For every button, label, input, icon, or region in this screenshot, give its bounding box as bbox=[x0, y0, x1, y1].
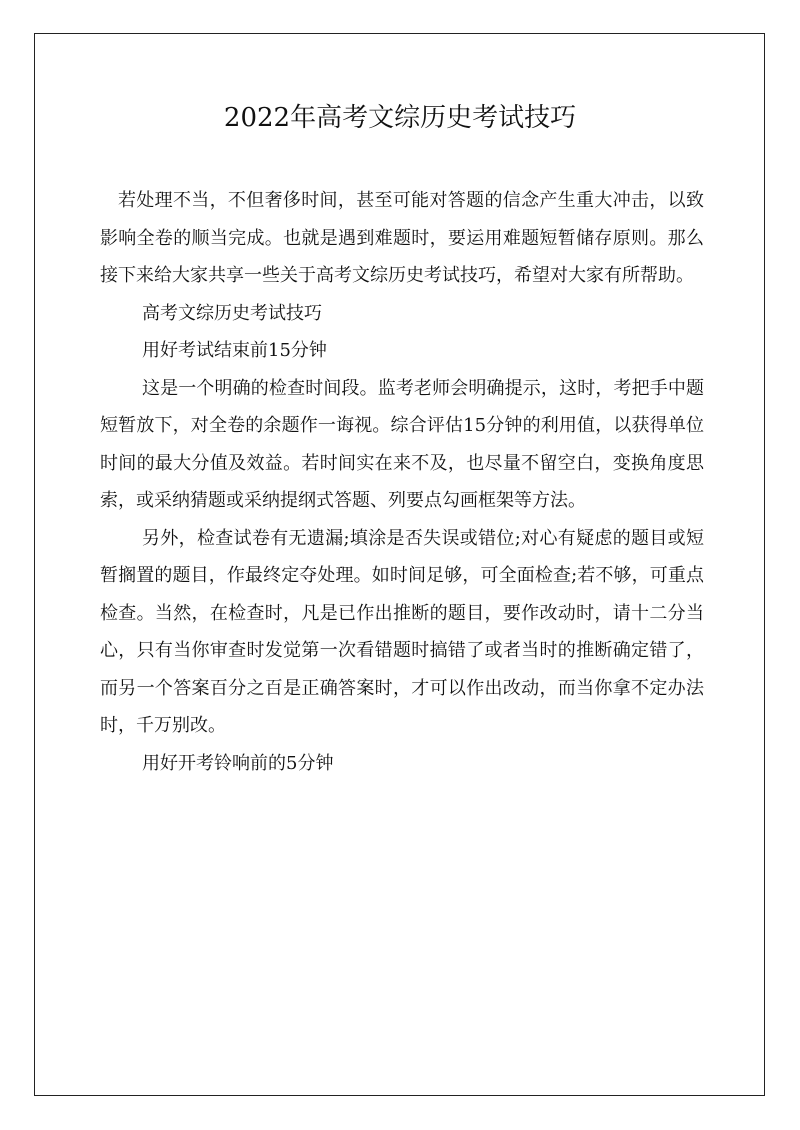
subheading-last-15-minutes: 用好考试结束前15分钟 bbox=[142, 340, 327, 361]
section-heading: 高考文综历史考试技巧 bbox=[142, 302, 322, 324]
paragraph-review-tips: 另外，检查试卷有无遗漏;填涂是否失误或错位;对心有疑虑的题目或短暂搁置的题目，作最终定夺处理。如时间足够，可全面检查;若不够，可重点检查。当然，在检查时，凡是已作出推断的题目，要作改动时，请十二分当心，只有当你审查时发觉第一次看错题时搞错了或者当时的推断确定错了，而另一个答案百分之百是正确答案时，才可以作出改动，而当你拿不定办法时，千万别改。 bbox=[100, 527, 704, 736]
paragraph-check-period: 这是一个明确的检查时间段。监考老师会明确提示，这时，考把手中题短暂放下，对全卷的余题作一诲视。综合评估15分钟的利用值，以获得单位时间的最大分值及效益。若时间实在来不及，也尽量不留空白，变换角度思索，或采纳猜题或采纳提纲式答题、列要点勾画框架等方法。 bbox=[100, 377, 704, 511]
document-title: 2022年高考文综历史考试技巧 bbox=[223, 103, 577, 133]
paragraph-intro: 若处理不当，不但奢侈时间，甚至可能对答题的信念产生重大冲击，以致影响全卷的顺当完成。也就是遇到难题时，要运用难题短暂储存原则。那么接下来给大家共享一些关于高考文综历史考试技巧，希望对大家有所帮助。 bbox=[100, 190, 704, 286]
document-body bbox=[100, 182, 704, 782]
subheading-first-5-minutes: 用好开考铃响前的5分钟 bbox=[142, 752, 334, 774]
